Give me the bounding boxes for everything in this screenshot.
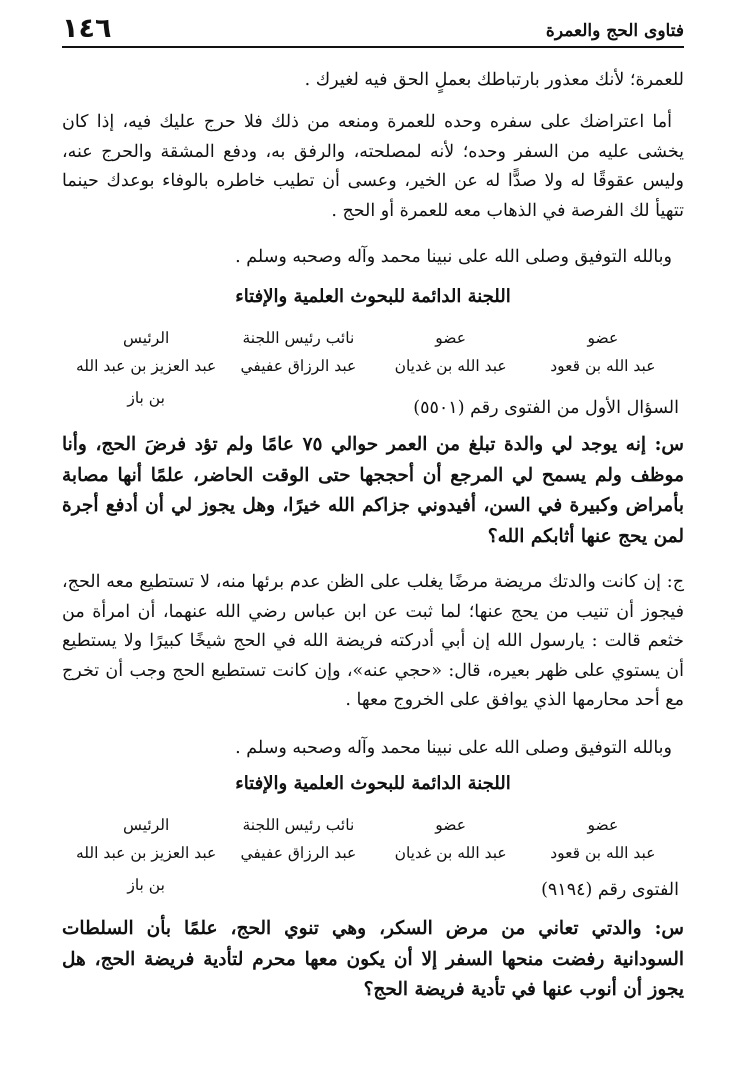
signatory-role: نائب رئيس اللجنة: [242, 329, 355, 347]
committee-title-1: اللجنة الدائمة للبحوث العلمية والإفتاء: [235, 286, 511, 307]
answer-1: ج: إن كانت والدتك مريضة مرضًا يغلب على الظن عدم برئها منه، لا تستطيع معه الحج، فيجوز أن تنيب من يحج عنها؛ لما ثبت عن ابن عباس رضي الله عنهما، أن امرأة من خثعم قالت : يارسول الله إن أبي أدركته فريضة الله في الحج شيخًا كبيرًا ولا يستطيع أن يستوي على ظهر بعيره، قال: «حجي عنه»، وإن كانت تستطيع الحج وجب أن تخرج مع أحد محارمها الذي يوافق على الخروج معها .: [62, 572, 684, 710]
signatory-name: عبد الله بن قعود: [550, 357, 656, 375]
page-number: ١٤٦: [62, 13, 112, 44]
book-title: فتاوى الحج والعمرة: [545, 21, 684, 41]
signatory-name: عبد الله بن غديان: [394, 357, 507, 375]
signatory-role: عضو: [435, 816, 466, 834]
paragraph-1: للعمرة؛ لأنك معذور بارتباطك بعملٍ الحق فيه لغيرك .: [304, 70, 684, 90]
signatory-role: عضو: [587, 329, 619, 347]
signatory-name: عبد الرزاق عفيفي: [240, 844, 357, 862]
question-2: س: والدتي تعاني من مرض السكر، وهي تنوي الحج، علمًا بأن السلطات السودانية رفضت منحها السفر إلا أن يكون معها محرم لتأدية فريضة الحج، هل يجوز أن أنوب عنها في تأدية فريضة الحج؟: [62, 918, 684, 1000]
signatory-name: عبد العزيز بن عبد الله بن باز: [75, 844, 217, 894]
fatwa-reference-1: السؤال الأول من الفتوى رقم (٥٥٠١): [413, 398, 679, 418]
question-1: س: إنه يوجد لي والدة تبلغ من العمر حوالي ٧٥ عامًا ولم تؤد فرضَ الحج، وأنا موظف ولم يسمح لي المرجع أن أحججها حتى الوقت الحاضر، علمًا أنها مصابة بأمراض وكبيرة في السن، أفيدوني جزاكم الله خيرًا، وهل يجوز لي أن أدفع أجرة لمن يحج عنها أثابكم الله؟: [62, 434, 684, 547]
fatwa-reference-2: الفتوى رقم (٩١٩٤): [541, 880, 679, 900]
signatory-name: عبد العزيز بن عبد الله بن باز: [75, 357, 217, 407]
paragraph-closing-2: وبالله التوفيق وصلى الله على نبينا محمد وآله وصحبه وسلم .: [235, 738, 672, 758]
signatory-name: عبد الله بن غديان: [394, 844, 507, 862]
signatory-name: عبد الله بن قعود: [550, 844, 656, 862]
signatory-name: عبد الرزاق عفيفي: [240, 357, 357, 375]
signatory-role: نائب رئيس اللجنة: [242, 816, 355, 834]
paragraph-2: أما اعتراضك على سفره وحده للعمرة ومنعه من ذلك فلا حرج عليك فيه، إذا كان يخشى عليه من السفر وحده؛ لأنه لمصلحته، والرفق به، ودفع المشقة والحرج عنه، وليس عقوقًا له ولا صدًّا له عن الخير، وعسى أن تطيب خاطره بالوفاء بوعدك حينما تتهيأ لك الفرصة في الذهاب معه للعمرة أو الحج .: [62, 112, 684, 221]
committee-title-2: اللجنة الدائمة للبحوث العلمية والإفتاء: [235, 773, 511, 794]
paragraph-closing-1: وبالله التوفيق وصلى الله على نبينا محمد وآله وصحبه وسلم .: [235, 247, 672, 267]
signatory-role: الرئيس: [122, 329, 170, 347]
signatory-role: عضو: [587, 816, 619, 834]
page-header: [62, 10, 684, 48]
signatory-role: عضو: [435, 329, 466, 347]
signatory-role: الرئيس: [122, 816, 170, 834]
